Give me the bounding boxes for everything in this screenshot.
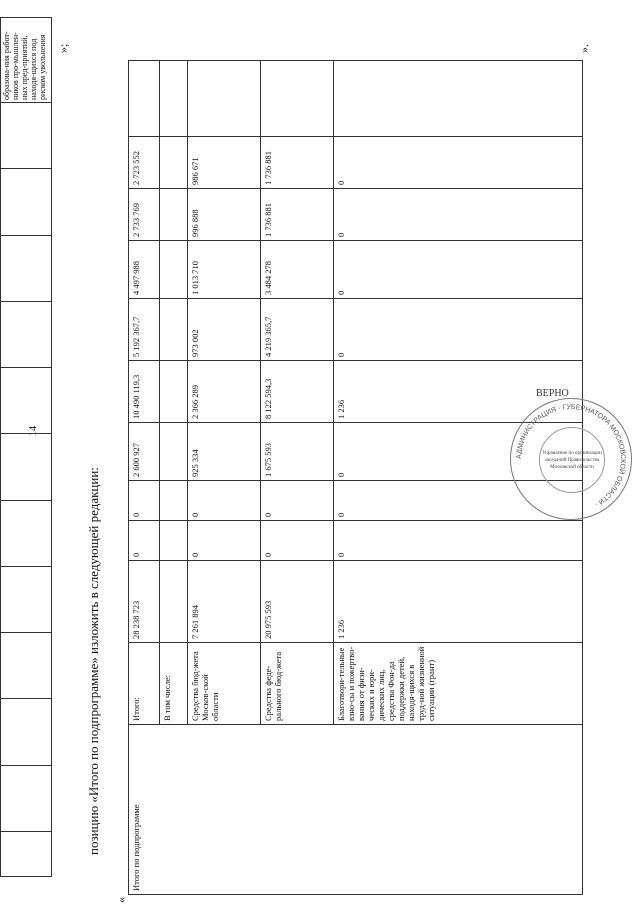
value-cell: [159, 481, 188, 521]
value-cell: 0: [333, 137, 582, 189]
value-cell: 20 975 593: [261, 561, 334, 643]
value-cell: [159, 561, 188, 643]
value-cell: [159, 521, 188, 561]
value-cell: [159, 299, 188, 361]
value-cell: 1 675 593: [261, 423, 334, 481]
value-cell: 28 238 723: [129, 561, 160, 643]
top-table-fragment: [0, 17, 52, 877]
value-cell: 1 736 881: [261, 189, 334, 241]
value-cell: 10 490 119,3: [129, 361, 160, 423]
value-cell: 925 334: [188, 423, 261, 481]
value-cell: 1 236: [333, 561, 582, 643]
value-cell: 0: [333, 189, 582, 241]
value-cell: 0: [261, 481, 334, 521]
open-quote: «: [114, 897, 128, 903]
value-cell: 1 236: [333, 361, 582, 423]
note-cell: образова-ния работ-ников про-мышлен-ных пред-приятий, находя-щихся под риском увольнения: [1, 18, 52, 103]
value-cell: 0: [333, 299, 582, 361]
closing-mark-1: »;: [56, 43, 70, 53]
program-label-cell: Итого по подпрограмме: [129, 725, 583, 895]
value-cell: 986 671: [188, 137, 261, 189]
blank-cell: [129, 61, 160, 137]
value-cell: [159, 189, 188, 241]
value-cell: 996 888: [188, 189, 261, 241]
blank-cell: [261, 61, 334, 137]
value-cell: 2 723 552: [129, 137, 160, 189]
row-label-cell: Благотвори-тельные взно-сы и пожертво-вания от физи-ческих и юри-дических лиц, средства Фон-да поддержки детей, находя-щихся в труд-ной жизненной ситуации (грант): [333, 643, 582, 725]
value-cell: 0: [333, 481, 582, 521]
blank-cell: [188, 61, 261, 137]
value-cell: 5 192 367,7: [129, 299, 160, 361]
value-cell: 0: [261, 521, 334, 561]
value-cell: 0: [188, 481, 261, 521]
stamp-inner-text: Управление по организации заседаний Правительства Московской области: [539, 427, 605, 493]
value-cell: 1 736 881: [261, 137, 334, 189]
value-cell: 973 002: [188, 299, 261, 361]
value-cell: [159, 241, 188, 299]
row-label-cell: Средства бюд-жета Москов-ской области: [188, 643, 261, 725]
value-cell: [159, 361, 188, 423]
value-cell: 0: [188, 521, 261, 561]
value-cell: 0: [129, 521, 160, 561]
value-cell: 0: [333, 521, 582, 561]
table-row: [129, 30, 160, 895]
value-cell: [159, 137, 188, 189]
signature: ВЕРНО: [536, 388, 569, 399]
value-cell: 8 122 594,3: [261, 361, 334, 423]
row-label-cell: Итого:: [129, 643, 160, 725]
value-cell: 2 366 289: [188, 361, 261, 423]
instruction-heading: позицию «Итого по подпрограмме» изложить в следующей редакции:: [86, 467, 101, 855]
value-cell: [159, 423, 188, 481]
value-cell: 3 484 278: [261, 241, 334, 299]
row-label-cell: В том числе:: [159, 643, 188, 725]
value-cell: 0: [333, 423, 582, 481]
value-cell: 4 497 988: [129, 241, 160, 299]
value-cell: 1 013 710: [188, 241, 261, 299]
stamp-ring-text: АДМИНИСТРАЦИЯ · ГУБЕРНАТОРА МОСКОВСКОЙ ОБЛАСТИ ·: [515, 403, 627, 508]
official-stamp: [510, 398, 632, 520]
value-cell: 2 600 927: [129, 423, 160, 481]
blank-cell: [159, 61, 188, 137]
value-cell: 0: [333, 241, 582, 299]
closing-mark-2: ».: [577, 44, 591, 53]
blank-cell: [333, 61, 582, 137]
page-number: 14: [28, 426, 39, 436]
value-cell: 2 733 769: [129, 189, 160, 241]
value-cell: 4 219 365,7: [261, 299, 334, 361]
value-cell: 7 261 894: [188, 561, 261, 643]
row-label-cell: Средства феде-рального бюд-жета: [261, 643, 334, 725]
value-cell: 0: [129, 481, 160, 521]
